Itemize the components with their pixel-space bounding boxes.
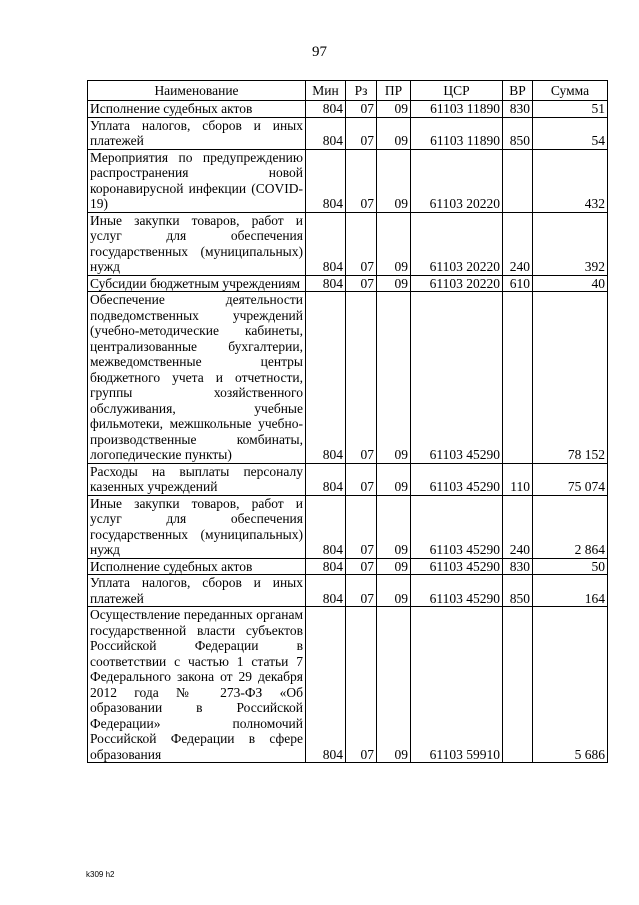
- document-code: k309 h2: [86, 870, 115, 879]
- row-pr: 09: [377, 463, 411, 495]
- row-min: 804: [306, 212, 346, 275]
- row-vr: [503, 292, 533, 464]
- row-sum: 40: [533, 275, 608, 292]
- column-header-vr: ВР: [503, 81, 533, 101]
- row-name: Исполнение судебных актов: [88, 101, 306, 118]
- row-name: Исполнение судебных актов: [88, 558, 306, 575]
- row-rz: 07: [346, 101, 377, 118]
- row-rz: 07: [346, 212, 377, 275]
- row-sum: 5 686: [533, 607, 608, 763]
- row-csr: 61103 20220: [411, 275, 503, 292]
- row-csr: 61103 11890: [411, 117, 503, 149]
- table-row: [88, 575, 608, 607]
- row-name: Субсидии бюджетным учреждениям: [88, 275, 306, 292]
- row-min: 804: [306, 495, 346, 558]
- table-row: [88, 101, 608, 118]
- row-min: 804: [306, 275, 346, 292]
- table-row: [88, 495, 608, 558]
- column-header-name: Наименование: [88, 81, 306, 101]
- budget-table: [87, 80, 608, 763]
- row-vr: 240: [503, 212, 533, 275]
- row-pr: 09: [377, 558, 411, 575]
- row-rz: 07: [346, 607, 377, 763]
- row-vr: 610: [503, 275, 533, 292]
- table-row: [88, 149, 608, 212]
- row-csr: 61103 45290: [411, 575, 503, 607]
- row-name: Уплата налогов, сборов и иных платежей: [88, 117, 306, 149]
- row-rz: 07: [346, 117, 377, 149]
- row-pr: 09: [377, 607, 411, 763]
- table-row: [88, 607, 608, 763]
- row-rz: 07: [346, 463, 377, 495]
- row-pr: 09: [377, 495, 411, 558]
- row-csr: 61103 45290: [411, 558, 503, 575]
- row-name: Обеспечение деятельности подведомственных учреждений (учебно-методические кабинеты, централизованные бухгалтерии, межведомственные центры бюджетного учета и отчетности, группы хозяйственного обслуживания, учебные фильмотеки, межшкольные учебно-производственные комбинаты, логопедические пункты): [88, 292, 306, 464]
- row-name: Расходы на выплаты персоналу казенных учреждений: [88, 463, 306, 495]
- column-header-sum: Сумма: [533, 81, 608, 101]
- row-csr: 61103 59910: [411, 607, 503, 763]
- row-rz: 07: [346, 275, 377, 292]
- row-name: Уплата налогов, сборов и иных платежей: [88, 575, 306, 607]
- row-min: 804: [306, 463, 346, 495]
- row-min: 804: [306, 117, 346, 149]
- row-min: 804: [306, 149, 346, 212]
- row-vr: 240: [503, 495, 533, 558]
- row-rz: 07: [346, 292, 377, 464]
- row-min: 804: [306, 575, 346, 607]
- row-sum: 75 074: [533, 463, 608, 495]
- row-sum: 164: [533, 575, 608, 607]
- row-pr: 09: [377, 212, 411, 275]
- row-sum: 50: [533, 558, 608, 575]
- header-row: [88, 81, 608, 101]
- table-row: [88, 212, 608, 275]
- column-header-rz: Рз: [346, 81, 377, 101]
- column-header-pr: ПР: [377, 81, 411, 101]
- table-row: [88, 117, 608, 149]
- row-pr: 09: [377, 149, 411, 212]
- row-min: 804: [306, 607, 346, 763]
- page-number: 97: [312, 44, 327, 60]
- row-vr: 110: [503, 463, 533, 495]
- table-row: [88, 292, 608, 464]
- row-pr: 09: [377, 575, 411, 607]
- table-body: [88, 101, 608, 763]
- row-name: Осуществление переданных органам государственной власти субъектов Российской Федерации в соответствии с частью 1 статьи 7 Федерального закона от 29 декабря 2012 года № 273-ФЗ «Об образовании в Российской Федерации» полномочий Российской Федерации в сфере образования: [88, 607, 306, 763]
- row-sum: 432: [533, 149, 608, 212]
- column-header-csr: ЦСР: [411, 81, 503, 101]
- column-header-min: Мин: [306, 81, 346, 101]
- table-row: [88, 463, 608, 495]
- row-vr: 850: [503, 575, 533, 607]
- row-pr: 09: [377, 275, 411, 292]
- row-pr: 09: [377, 117, 411, 149]
- table-row: [88, 275, 608, 292]
- row-name: Иные закупки товаров, работ и услуг для обеспечения государственных (муниципальных) нужд: [88, 495, 306, 558]
- row-name: Мероприятия по предупреждению распространения новой коронавирусной инфекции (COVID-19): [88, 149, 306, 212]
- row-vr: 850: [503, 117, 533, 149]
- row-vr: 830: [503, 558, 533, 575]
- row-vr: [503, 607, 533, 763]
- row-rz: 07: [346, 149, 377, 212]
- row-sum: 392: [533, 212, 608, 275]
- row-pr: 09: [377, 101, 411, 118]
- row-rz: 07: [346, 575, 377, 607]
- table-header: [88, 81, 608, 101]
- row-rz: 07: [346, 558, 377, 575]
- row-csr: 61103 20220: [411, 149, 503, 212]
- row-vr: [503, 149, 533, 212]
- row-csr: 61103 45290: [411, 495, 503, 558]
- row-vr: 830: [503, 101, 533, 118]
- row-csr: 61103 11890: [411, 101, 503, 118]
- row-min: 804: [306, 101, 346, 118]
- row-rz: 07: [346, 495, 377, 558]
- row-sum: 78 152: [533, 292, 608, 464]
- row-sum: 2 864: [533, 495, 608, 558]
- row-sum: 54: [533, 117, 608, 149]
- row-csr: 61103 20220: [411, 212, 503, 275]
- row-csr: 61103 45290: [411, 292, 503, 464]
- row-min: 804: [306, 292, 346, 464]
- row-min: 804: [306, 558, 346, 575]
- row-pr: 09: [377, 292, 411, 464]
- table-row: [88, 558, 608, 575]
- row-name: Иные закупки товаров, работ и услуг для обеспечения государственных (муниципальных) нужд: [88, 212, 306, 275]
- row-sum: 51: [533, 101, 608, 118]
- row-csr: 61103 45290: [411, 463, 503, 495]
